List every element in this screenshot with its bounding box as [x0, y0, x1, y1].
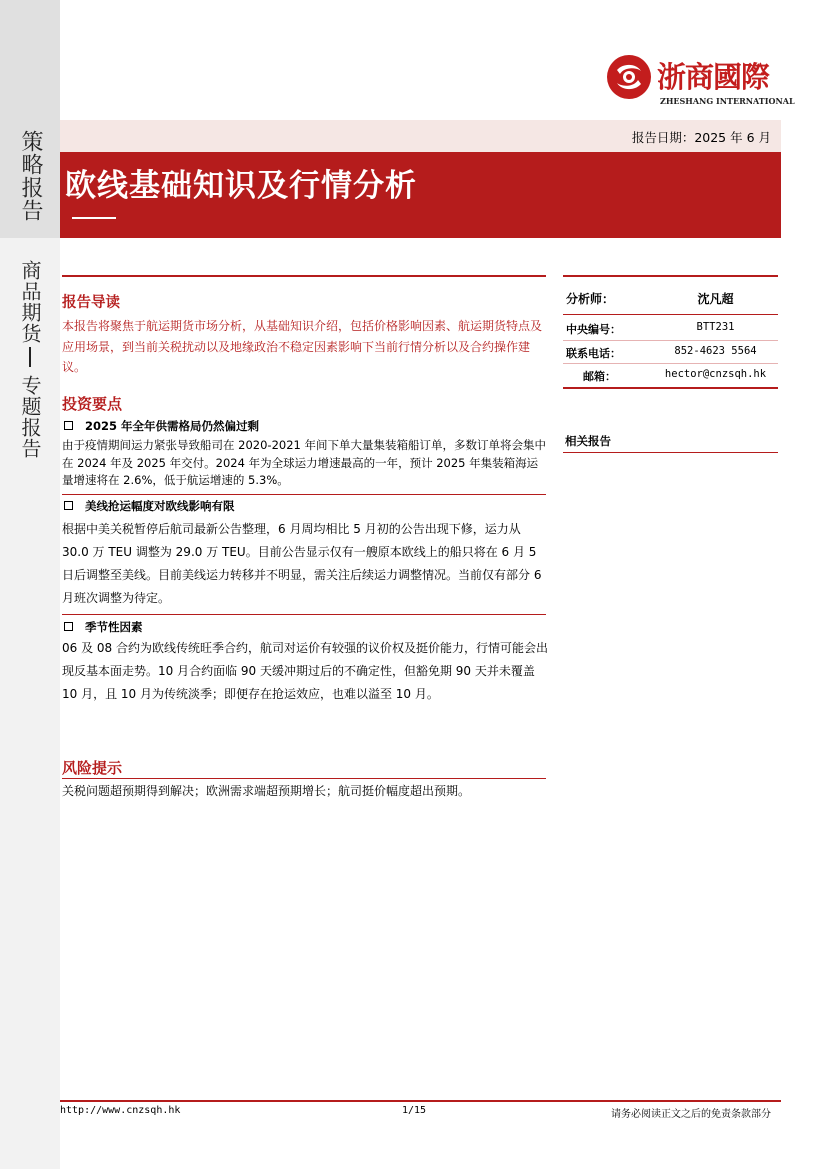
main-top-rule [62, 275, 546, 277]
sidebar-dash [29, 347, 31, 367]
risk-text: 关税问题超预期得到解决；欧洲需求端超预期增长；航司挺价幅度超出预期。 [62, 784, 471, 798]
section-divider [62, 494, 546, 495]
checkbox-bullet-icon [64, 501, 73, 510]
analyst-top-rule [563, 275, 778, 277]
analyst-row: 分析师： 沈凡超 [566, 292, 734, 306]
footer-page-number: 1/15 [402, 1105, 427, 1116]
analyst-divider [563, 314, 778, 315]
key-point-2-body: 根据中美关税暂停后航司最新公告整理，6 月周均相比 5 月初的公告出现下修，运力从 30.0 万 TEU 调整为 29.0 万 TEU。目前公告显示仅有一艘原本欧线上的船只将在 6 月 5 日后调整至美线。目前美线运力转移并不明显，需关注后续运力调整情况。当前仅有部分 6 月班次调整为待定。 [62, 522, 542, 605]
report-category: 策略报告 [18, 130, 43, 222]
intro-text: 本报告将聚焦于航运期货市场分析，从基础知识介绍，包括价格影响因素、航运期货特点及应用场景，到当前关税扰动以及地缘政治不稳定因素影响下当前行情分析以及合约操作建议。 [62, 319, 543, 374]
related-reports-heading: 相关报告 [565, 434, 611, 448]
brand-logo-icon [606, 54, 652, 100]
report-title: 欧线基础知识及行情分析 [65, 168, 417, 204]
key-point-3-body: 06 及 08 合约为欧线传统旺季合约，航司对运价有较强的议价权及挺价能力，行情可能会出现反基本面走势。10 月合约面临 90 天缓冲期过后的不确定性，但豁免期 90 天并未覆盖 10 月，且 10 月为传统淡季；即便存在抢运效应，也难以溢至 10 月。 [62, 641, 548, 701]
related-reports-rule [563, 452, 778, 453]
footer-url[interactable]: http://www.cnzsqh.hk [60, 1105, 181, 1116]
intro-heading: 报告导读 [62, 295, 120, 311]
key-points-heading: 投资要点 [62, 395, 123, 413]
footer-rule [60, 1100, 781, 1102]
analyst-email-row: 邮箱： hector@cnzsqh.hk [583, 368, 767, 383]
report-subcategory-top: 商品期货 [18, 260, 42, 344]
report-date: 报告日期：2025 年 6 月 [631, 130, 771, 145]
key-point-2-title: 美线抢运幅度对欧线影响有限 [64, 498, 235, 514]
key-point-1-title: 2025 年全年供需格局仍然偏过剩 [64, 418, 259, 434]
brand-name-cn: 浙商國際 [657, 60, 770, 94]
section-divider [62, 778, 546, 779]
risk-heading: 风险提示 [62, 759, 123, 777]
section-divider [62, 614, 546, 615]
key-point-1-body: 由于疫情期间运力紧张导致船司在 2020-2021 年间下单大量集装箱船订单，多数订单将会集中在 2024 年及 2025 年交付。2024 年为全球运力增速最高的一年，预计 2025 年集装箱海运量增速将在 2.6%，低于航运增速的 5.3%。 [62, 438, 546, 487]
analyst-bottom-rule [563, 387, 778, 389]
footer-disclaimer: 请务必阅读正文之后的免责条款部分 [611, 1109, 771, 1120]
analyst-id-row: 中央编号： BTT231 [566, 321, 735, 336]
title-underline [72, 217, 116, 219]
checkbox-bullet-icon [64, 622, 73, 631]
key-point-3-title: 季节性因素 [64, 619, 143, 635]
brand-name-en: ZHESHANG INTERNATIONAL [660, 96, 795, 106]
analyst-phone-row: 联系电话： 852-4623 5564 [566, 345, 757, 360]
report-subcategory-bottom: 专题报告 [18, 375, 42, 459]
checkbox-bullet-icon [64, 421, 73, 430]
